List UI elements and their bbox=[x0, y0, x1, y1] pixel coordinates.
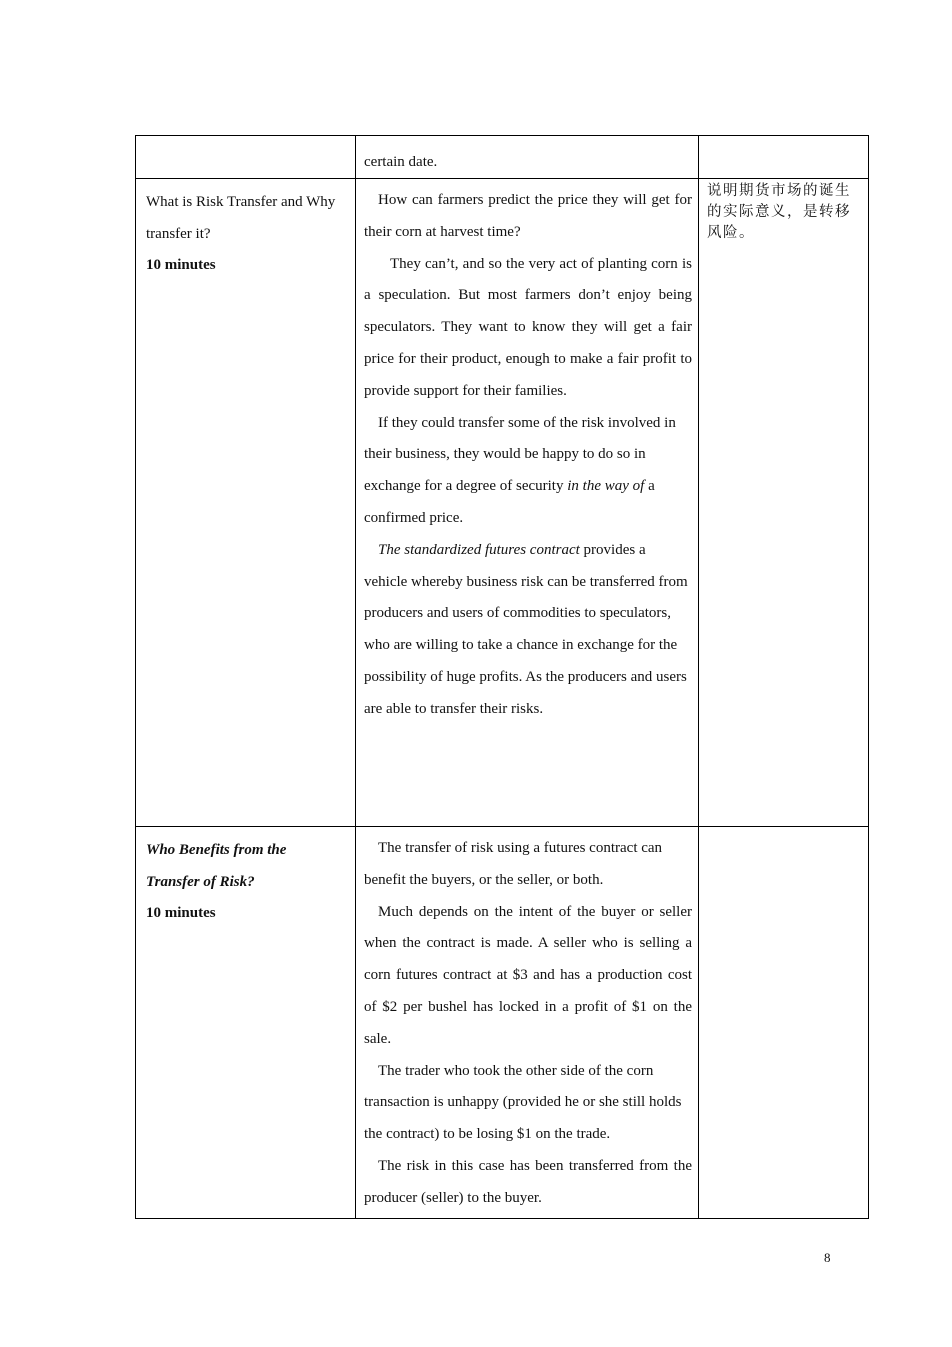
benefit-notes-cell bbox=[699, 827, 869, 1219]
risk-paragraph-2: They can’t, and so the very act of planting corn is a speculation. But most farmers don’t enjoy being speculators. They want to know they will get a fair price for their product, enough to make a fair profit to provide support for their families. bbox=[364, 255, 692, 399]
benefit-topic-cell bbox=[136, 827, 356, 1219]
continuation-content-cell bbox=[356, 136, 699, 179]
continuation-row bbox=[136, 136, 869, 179]
risk-notes: 说明期货市场的诞生的实际意义，是转移风险。 bbox=[707, 183, 851, 241]
benefit-paragraph-4: The risk in this case has been transferred from the producer (seller) to the buyer. bbox=[364, 1157, 692, 1206]
benefit-paragraph-2: Much depends on the intent of the buyer or seller when the contract is made. A seller who is selling a corn futures contract at $3 and has a production cost of $2 per bushel has locked in a profit of $1 on the sale. bbox=[364, 903, 692, 1047]
lesson-plan-table bbox=[135, 135, 869, 1219]
risk-paragraph-3-end: a confirmed price. bbox=[364, 478, 655, 526]
benefit-content-cell bbox=[356, 827, 699, 1219]
benefit-topic-line-2: Transfer of Risk? bbox=[146, 873, 255, 890]
benefit-paragraph-1: The transfer of risk using a futures contract can benefit the buyers, or the seller, or both. bbox=[364, 840, 663, 888]
benefit-row bbox=[136, 827, 869, 1219]
risk-notes-cell bbox=[699, 179, 869, 827]
risk-paragraph-1: How can farmers predict the price they will get for their corn at harvest time? bbox=[364, 192, 692, 240]
continuation-topic-cell bbox=[136, 136, 356, 179]
benefit-paragraph-3: The trader who took the other side of the corn transaction is unhappy (provided he or she still holds the contract) to be losing $1 on the trade. bbox=[364, 1062, 682, 1143]
risk-paragraph-4-text: provides a vehicle whereby business risk can be transferred from producers and users of commodities to speculators, who are willing to take a chance in exchange for the possibility of huge profits. As the producers and users are able to transfer their risks. bbox=[364, 541, 688, 717]
risk-topic-cell bbox=[136, 179, 356, 827]
page-number: 8 bbox=[824, 1250, 831, 1265]
risk-topic-duration: 10 minutes bbox=[146, 257, 216, 273]
continuation-notes-cell bbox=[699, 136, 869, 179]
risk-paragraph-4 bbox=[364, 535, 692, 726]
risk-topic-title: What is Risk Transfer and Why transfer it? bbox=[146, 194, 336, 242]
risk-transfer-row bbox=[136, 179, 869, 827]
risk-paragraph-3-emphasis: in the way of bbox=[567, 478, 645, 495]
benefit-topic-line-1: Who Benefits from the bbox=[146, 842, 287, 858]
risk-paragraph-3-text: If they could transfer some of the risk involved in their business, they would be happy to do so in exchange for a degree of security bbox=[364, 414, 676, 495]
risk-content-cell bbox=[356, 179, 699, 827]
risk-paragraph-4-emphasis: The standardized futures contract bbox=[378, 541, 580, 558]
continuation-content: certain date. bbox=[364, 154, 438, 170]
benefit-topic-duration: 10 minutes bbox=[146, 905, 216, 921]
risk-paragraph-3 bbox=[364, 408, 692, 535]
